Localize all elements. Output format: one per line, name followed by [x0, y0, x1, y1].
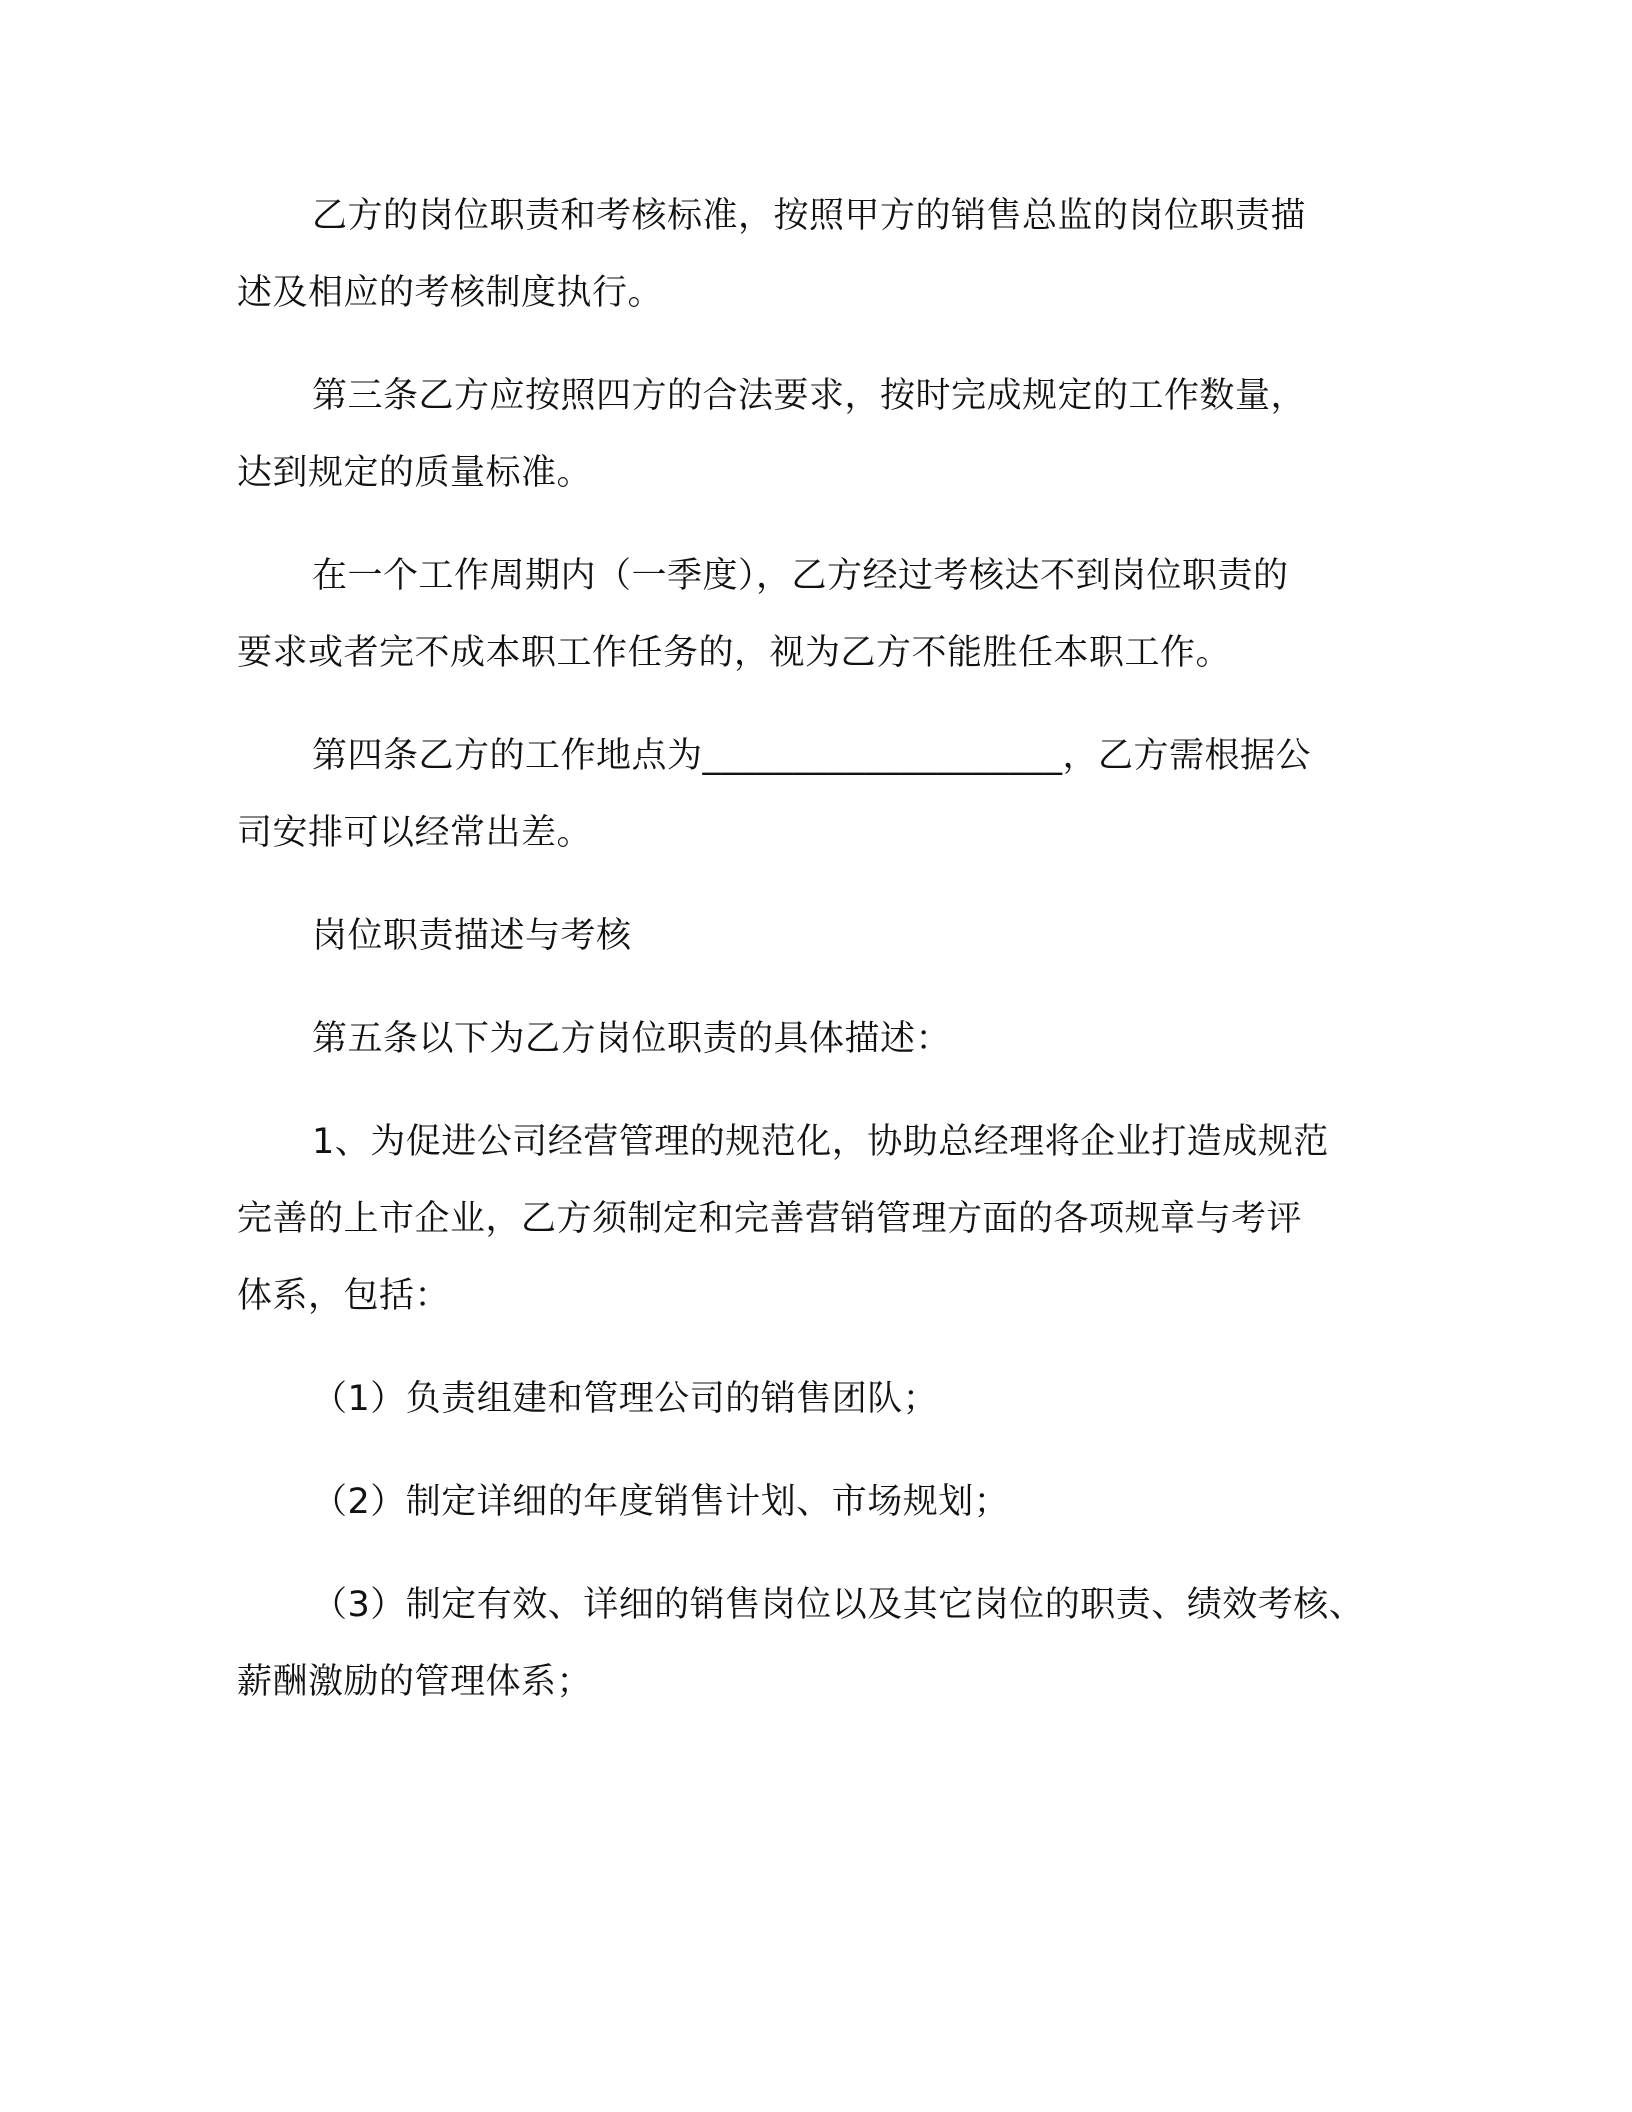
paragraph-2-line-2: 达到规定的质量标准。 [237, 453, 593, 493]
paragraph-1-line-2: 述及相应的考核制度执行。 [237, 273, 664, 313]
paragraph-3-line-2: 要求或者完不成本职工作任务的，视为乙方不能胜任本职工作。 [237, 633, 1232, 673]
paragraph-4-line-2: 司安排可以经常出差。 [237, 813, 593, 853]
paragraph-7-line-2: 完善的上市企业，乙方须制定和完善营销管理方面的各项规章与考评 [237, 1199, 1303, 1239]
section-heading: 岗位职责描述与考核 [312, 916, 632, 956]
list-item-2: （2）制定详细的年度销售计划、市场规划； [312, 1482, 1010, 1522]
list-item-3-line-2: 薪酬激励的管理体系； [237, 1662, 593, 1702]
paragraph-2-line-1: 第三条乙方应按照四方的合法要求，按时完成规定的工作数量， [312, 376, 1307, 416]
paragraph-7-line-3: 体系，包括： [237, 1276, 451, 1316]
list-item-3-line-1: （3）制定有效、详细的销售岗位以及其它岗位的职责、绩效考核、 [312, 1585, 1365, 1625]
paragraph-7-line-1: 1、为促进公司经营管理的规范化，协助总经理将企业打造成规范 [312, 1122, 1329, 1162]
paragraph-1-line-1: 乙方的岗位职责和考核标准，按照甲方的销售总监的岗位职责描 [312, 196, 1307, 236]
list-item-1: （1）负责组建和管理公司的销售团队； [312, 1379, 939, 1419]
paragraph-4-line-1: 第四条乙方的工作地点为____________________，乙方需根据公 [312, 736, 1312, 776]
paragraph-6-line-1: 第五条以下为乙方岗位职责的具体描述： [312, 1019, 952, 1059]
paragraph-3-line-1: 在一个工作周期内（一季度），乙方经过考核达不到岗位职责的 [312, 556, 1289, 596]
